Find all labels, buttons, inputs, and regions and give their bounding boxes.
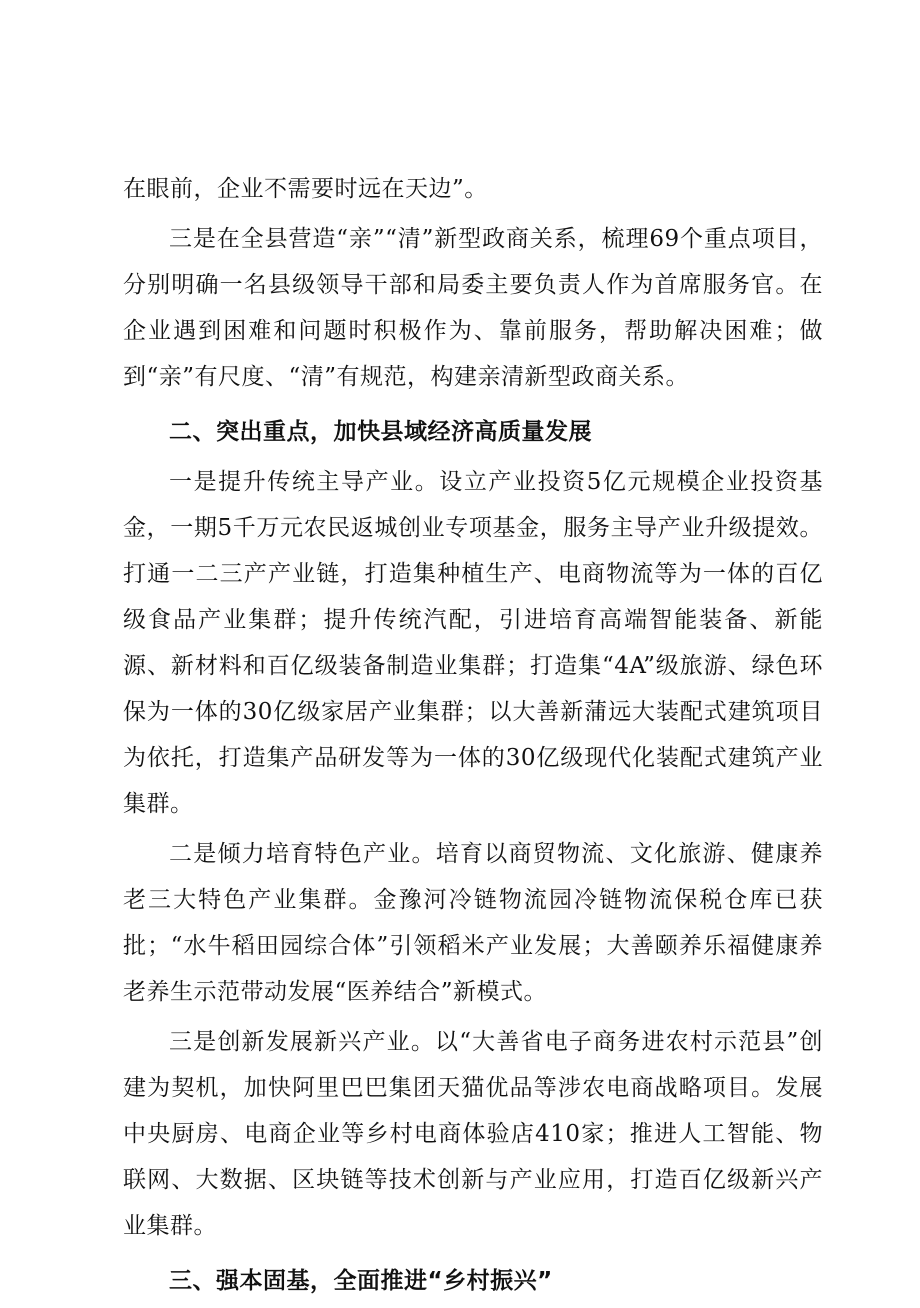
section-heading-2: 二、突出重点，加快县域经济高质量发展 <box>169 419 592 445</box>
paragraph-business-relations: 三是在全县营造“亲”“清”新型政商关系，梳理69个重点项目，分别明确一名县级领导干部和局委主要负责人作为首席服务官。在企业遇到困难和问题时积极作为、靠前服务，帮助解决困难；做到“亲”有尺度、“清”有规范，构建亲清新型政商关系。 <box>123 226 823 390</box>
paragraph-specialty-industry: 二是倾力培育特色产业。培育以商贸物流、文化旅游、健康养老三大特色产业集群。金豫河冷链物流园冷链物流保税仓库已获批；“水牛稻田园综合体”引领稻米产业发展；大善颐养乐福健康养老养生示范带动发展“医养结合”新模式。 <box>123 841 823 1005</box>
document-body <box>123 166 823 1308</box>
paragraph-emerging-industry: 三是创新发展新兴产业。以“大善省电子商务进农村示范县”创建为契机，加快阿里巴巴集团天猫优品等涉农电商战略项目。发展中央厨房、电商企业等乡村电商体验店410家；推进人工智能、物联网、大数据、区块链等技术创新与产业应用，打造百亿级新兴产业集群。 <box>123 1029 823 1239</box>
paragraph-traditional-industry: 一是提升传统主导产业。设立产业投资5亿元规模企业投资基金，一期5千万元农民返城创业专项基金，服务主导产业升级提效。打通一二三产产业链，打造集种植生产、电商物流等为一体的百亿级食品产业集群；提升传统汽配，引进培育高端智能装备、新能源、新材料和百亿级装备制造业集群；打造集“4A”级旅游、绿色环保为一体的30亿级家居产业集群；以大善新蒲远大装配式建筑项目为依托，打造集产品研发等为一体的30亿级现代化装配式建筑产业集群。 <box>123 469 823 817</box>
section-heading-3: 三、强本固基，全面推进“乡村振兴” <box>169 1268 553 1294</box>
paragraph-continuation: 在眼前，企业不需要时远在天边”。 <box>123 176 488 202</box>
